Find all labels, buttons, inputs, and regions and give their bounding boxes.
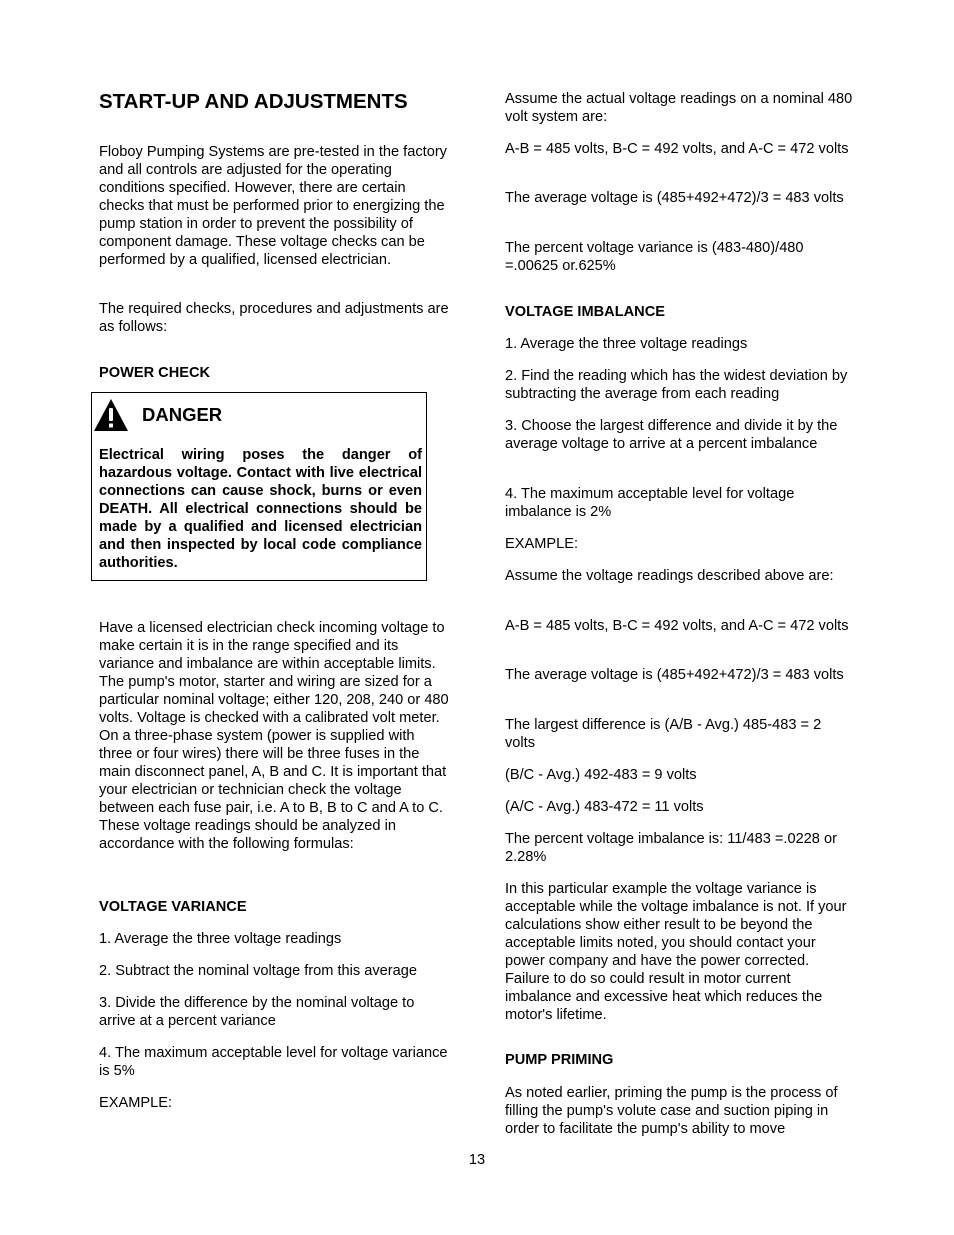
variance-step-1: 1. Average the three voltage readings bbox=[99, 931, 342, 947]
page-title: START-UP AND ADJUSTMENTS bbox=[99, 90, 408, 113]
assume-readings-paragraph: Assume the actual voltage readings on a nominal 480 volt system are: bbox=[505, 91, 853, 125]
imbalance-step-3: 3. Choose the largest difference and divide it by the average voltage to arrive at a percent imbalance bbox=[505, 418, 838, 452]
power-check-paragraph: Have a licensed electrician check incoming voltage to make certain it is in the range specified and its variance and imbalance are within acceptable limits. The pump's motor, starter and wiring are sized for a particular nominal voltage; either 120, 208, 240 or 480 volts. Voltage is checked with a calibrated volt meter. On a three-phase system (power is supplied with three or four wires) there will be three fuses in the main disconnect panel, A, B and C. It is important that your electrician or technician check the voltage between each fuse pair, i.e. A to B, B to C and A to C. These voltage readings should be analyzed in accordance with the following formulas: bbox=[99, 620, 449, 852]
intro-paragraph-2: The required checks, procedures and adjustments are as follows: bbox=[99, 301, 449, 335]
readings-paragraph-2: A-B = 485 volts, B-C = 492 volts, and A-C = 472 volts bbox=[505, 618, 849, 634]
ac-difference-paragraph: (A/C - Avg.) 483-472 = 11 volts bbox=[505, 799, 704, 815]
voltage-variance-heading: VOLTAGE VARIANCE bbox=[99, 899, 247, 915]
bc-difference-paragraph: (B/C - Avg.) 492-483 = 9 volts bbox=[505, 767, 697, 783]
imbalance-result-paragraph: The percent voltage imbalance is: 11/483 =.0228 or 2.28% bbox=[505, 831, 837, 865]
variance-step-2: 2. Subtract the nominal voltage from this average bbox=[99, 963, 417, 979]
pump-priming-heading: PUMP PRIMING bbox=[505, 1052, 614, 1068]
imbalance-step-1: 1. Average the three voltage readings bbox=[505, 336, 748, 352]
example-label-left: EXAMPLE: bbox=[99, 1095, 172, 1111]
danger-text: Electrical wiring poses the danger of hazardous voltage. Contact with live electrical connections can cause shock, burns or even DEATH. All electrical connections should be made by a qualified and licensed electrician and then inspected by local code compliance authorities. bbox=[99, 447, 422, 571]
variance-step-3: 3. Divide the difference by the nominal voltage to arrive at a percent variance bbox=[99, 995, 415, 1029]
average-paragraph-2: The average voltage is (485+492+472)/3 = 483 volts bbox=[505, 667, 844, 683]
largest-difference-paragraph: The largest difference is (A/B - Avg.) 485-483 = 2 volts bbox=[505, 717, 822, 751]
average-paragraph: The average voltage is (485+492+472)/3 = 483 volts bbox=[505, 190, 844, 206]
assume-readings-paragraph-2: Assume the voltage readings described above are: bbox=[505, 568, 834, 584]
danger-warning-box bbox=[91, 392, 427, 581]
intro-paragraph: Floboy Pumping Systems are pre-tested in the factory and all controls are adjusted for the operating conditions specified. However, there are certain checks that must be performed prior to energizing the pump station in order to prevent the possibility of component damage. These voltage checks can be performed by a qualified, licensed electrician. bbox=[99, 144, 447, 268]
readings-paragraph: A-B = 485 volts, B-C = 492 volts, and A-C = 472 volts bbox=[505, 141, 849, 157]
pump-priming-paragraph: As noted earlier, priming the pump is the process of filling the pump's volute case and suction piping in order to facilitate the pump's ability to move bbox=[505, 1085, 838, 1137]
imbalance-step-4: 4. The maximum acceptable level for voltage imbalance is 2% bbox=[505, 486, 795, 520]
warning-triangle-icon bbox=[93, 398, 129, 432]
voltage-imbalance-heading: VOLTAGE IMBALANCE bbox=[505, 304, 665, 320]
variance-step-4: 4. The maximum acceptable level for voltage variance is 5% bbox=[99, 1045, 448, 1079]
danger-title: DANGER bbox=[142, 404, 223, 425]
conclusion-paragraph: In this particular example the voltage variance is acceptable while the voltage imbalance is not. If your calculations show either result to be beyond the acceptable limits noted, you should contact your power company and have the power corrected. Failure to do so could result in motor current imbalance and excessive heat which reduces the motor's lifetime. bbox=[505, 881, 847, 1023]
power-check-heading: POWER CHECK bbox=[99, 365, 211, 381]
example-label-right: EXAMPLE: bbox=[505, 536, 578, 552]
variance-result-paragraph: The percent voltage variance is (483-480)/480 =.00625 or.625% bbox=[505, 240, 804, 274]
page-number: 13 bbox=[468, 1152, 486, 1168]
imbalance-step-2: 2. Find the reading which has the widest deviation by subtracting the average from each reading bbox=[505, 368, 848, 402]
